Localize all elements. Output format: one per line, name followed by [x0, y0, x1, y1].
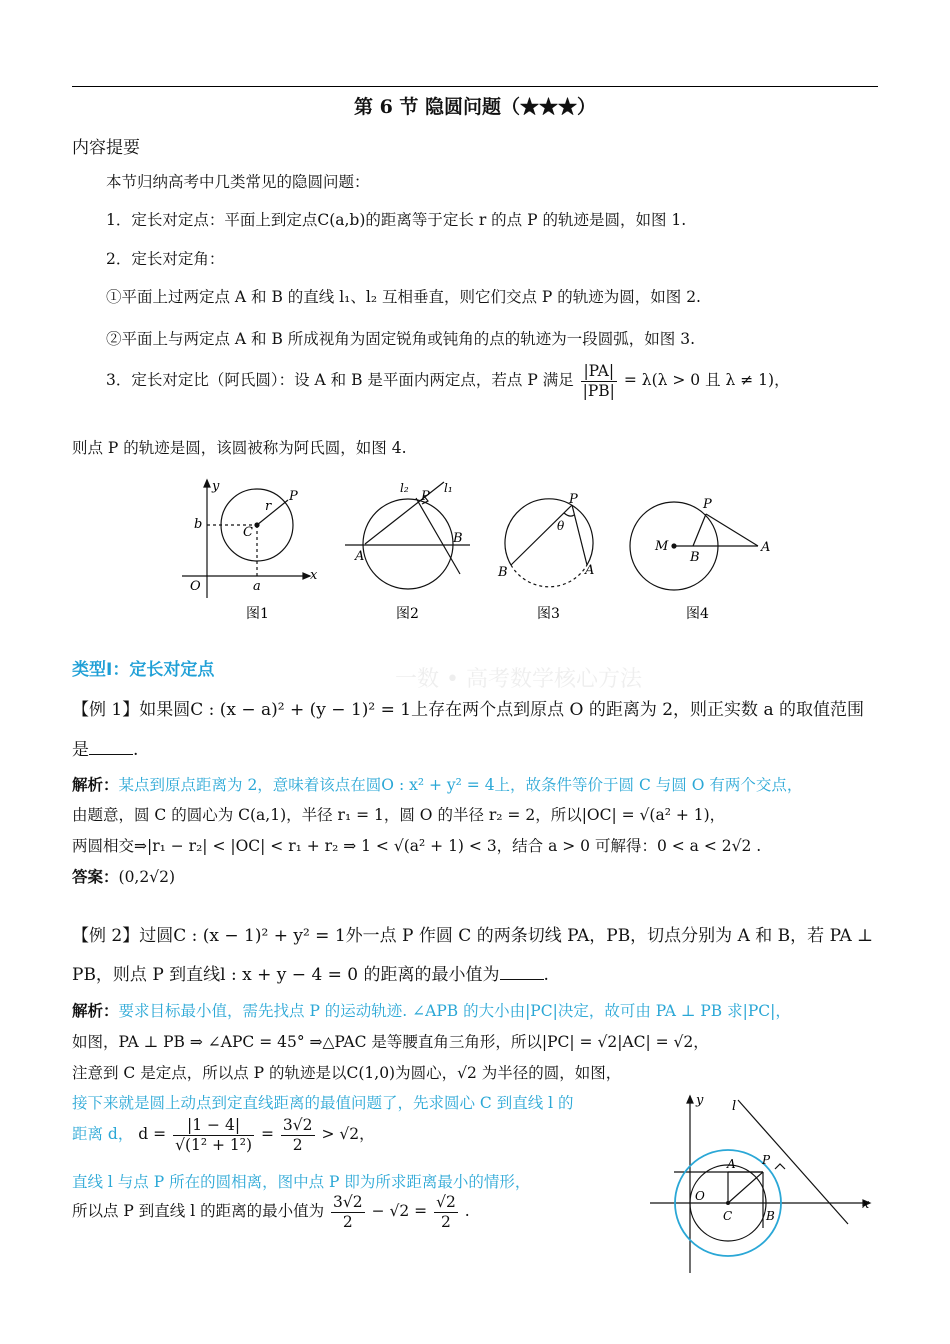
- fig1-origin-label: O: [190, 579, 201, 594]
- fig2-l2-label: l₂: [400, 481, 409, 495]
- type1-heading: 类型Ⅰ：定长对定点: [72, 660, 215, 680]
- example2-sol7-end: .: [464, 1202, 470, 1221]
- answer-blank-2: [500, 979, 544, 980]
- example2-figure: [650, 1088, 890, 1278]
- min-fraction-2: [434, 1193, 458, 1231]
- item3-text: 3．定长对定比（阿氏圆）：设 A 和 B 是平面内两定点，若点 P 满足: [106, 371, 574, 390]
- example1-solution-3: 两圆相交⇒|r₁ − r₂| < |OC| < r₁ + r₂ ⇒ 1 < √(a² + 1) < 3，结合 a > 0 可解得：0 < a < 2√2 .: [72, 837, 762, 855]
- ex2-fig-b-label: B: [766, 1209, 775, 1223]
- min-fraction-2-numerator: √2: [436, 1193, 456, 1211]
- ex2-fig-o-label: O: [695, 1189, 705, 1203]
- fig2-a-label: A: [355, 549, 365, 564]
- figure-4: [630, 502, 758, 590]
- example1-line2-end: .: [133, 740, 139, 760]
- top-rule: [72, 86, 878, 87]
- figure-2: [345, 482, 470, 589]
- fig3-p-label: P: [569, 492, 578, 507]
- fig1-y-label: y: [212, 479, 220, 494]
- ex2-fig-a-label: A: [727, 1157, 736, 1171]
- fig2-l1-label: l₁: [444, 481, 453, 495]
- example2-sol7-mid: − √2 =: [371, 1202, 428, 1221]
- summary-item-3: [106, 362, 790, 400]
- example1-line2-text: 是: [72, 740, 89, 760]
- distance-value-fraction: [281, 1116, 315, 1154]
- example2-solution-3: 注意到 C 是定点，所以点 P 的轨迹是以C(1,0)为圆心，√2 为半径的圆，如图，: [72, 1064, 622, 1082]
- example1-answer: [72, 865, 175, 887]
- summary-heading: 内容提要: [72, 138, 140, 158]
- summary-item-2b: ②平面上与两定点 A 和 B 所成视角为固定锐角或钝角的点的轨迹为一段圆弧，如图 3.: [106, 330, 696, 348]
- figure-3: [505, 499, 593, 587]
- item3-condition: = λ(λ > 0 且 λ ≠ 1)，: [623, 371, 790, 390]
- fig1-radius-label: r: [265, 499, 272, 514]
- ex2-fig-x-label: x: [862, 1197, 870, 1212]
- example2-solution-6: 直线 l 与点 P 所在的圆相离，图中点 P 即为所求距离最小的情形，: [72, 1173, 531, 1191]
- example1-line2: [72, 735, 138, 760]
- fig1-x-label: x: [310, 568, 318, 583]
- fig3-caption: 图3: [537, 606, 560, 622]
- ratio-denominator: |PB|: [582, 381, 615, 400]
- fig4-caption: 图4: [686, 606, 709, 622]
- distance-denominator: √(1² + 1²): [175, 1135, 253, 1154]
- ratio-fraction: [581, 362, 617, 400]
- example2-sol1-text: 要求目标最小值，需先找点 P 的运动轨迹. ∠APB 的大小由|PC|决定，故可由 PA ⊥ PB 求|PC|，: [118, 1002, 791, 1020]
- summary-item-1: 1．定长对定点：平面上到定点C(a,b)的距离等于定长 r 的点 P 的轨迹是圆，如图 1.: [106, 211, 687, 229]
- ex2-fig-y-label: y: [696, 1093, 704, 1108]
- example2-line2-end: .: [543, 965, 549, 985]
- fig3-a-label: A: [585, 563, 595, 578]
- min-fraction-1: [331, 1193, 365, 1231]
- fig3-b-label: B: [498, 565, 508, 580]
- fig1-a-label: a: [253, 579, 261, 594]
- figures-row: [150, 470, 830, 630]
- fig1-caption: 图1: [246, 606, 269, 622]
- example2-solution-7: [72, 1193, 470, 1231]
- fig3-theta-label: θ: [557, 519, 565, 533]
- example2-line2-text: PB，则点 P 到直线l : x + y − 4 = 0 的距离的最小值为: [72, 965, 500, 985]
- example2-sol5-pre: 距离 d，: [72, 1125, 134, 1144]
- solution-label-2: 解析：: [72, 1001, 119, 1020]
- example2-sol5-mid: d =: [138, 1125, 167, 1144]
- answer-blank: [89, 754, 133, 755]
- fig2-p-label: P: [421, 489, 430, 504]
- example2-line2: [72, 960, 549, 985]
- ratio-numerator: |PA|: [581, 362, 617, 382]
- example2-solution-4: 接下来就是圆上动点到定直线距离的最值问题了，先求圆心 C 到直线 l 的: [72, 1094, 574, 1112]
- answer-label: 答案：: [72, 868, 119, 886]
- example1-solution-1: [72, 773, 802, 795]
- summary-item-2a: ①平面上过两定点 A 和 B 的直线 l₁、l₂ 互相垂直，则它们交点 P 的轨迹为圆，如图 2.: [106, 288, 701, 306]
- fig2-caption: 图2: [396, 606, 419, 622]
- solution-label: 解析：: [72, 775, 119, 794]
- page-title: 第 6 节 隐圆问题（★★★）: [353, 96, 597, 118]
- fig1-b-label: b: [194, 517, 203, 532]
- example2-sol5-post: > √2，: [321, 1125, 375, 1144]
- fig4-b-label: B: [690, 550, 700, 565]
- min-fraction-1-numerator: 3√2: [333, 1193, 363, 1211]
- example1-sol1-text: 某点到原点距离为 2，意味着该点在圆O : x² + y² = 4上，故条件等价于圆 C 与圆 O 有两个交点，: [118, 776, 803, 794]
- distance-value-denominator: 2: [292, 1135, 303, 1154]
- ex2-fig-p-label: P: [762, 1153, 771, 1167]
- example2-solution-5: [72, 1116, 375, 1154]
- distance-fraction: [173, 1116, 254, 1154]
- example1-line1: 【例 1】如果圆C : (x − a)² + (y − 1)² = 1上存在两个点到原点 O 的距离为 2，则正实数 a 的取值范围: [72, 700, 864, 720]
- ex2-fig-l-label: l: [732, 1099, 737, 1114]
- example2-solution-2: 如图，PA ⊥ PB ⇒ ∠APC = 45° ⇒△PAC 是等腰直角三角形，所以|PC| = √2|AC| = √2，: [72, 1033, 709, 1051]
- example2-sol7-pre: 所以点 P 到直线 l 的距离的最小值为: [72, 1202, 325, 1221]
- summary-item-3-cont: 则点 P 的轨迹是圆，该圆被称为阿氏圆，如图 4.: [72, 439, 407, 457]
- fig4-p-label: P: [703, 497, 712, 512]
- watermark: 一数 • 高考数学核心方法: [395, 667, 642, 692]
- fig1-center-label: C: [243, 525, 253, 540]
- example2-line1: 【例 2】过圆C : (x − 1)² + y² = 1外一点 P 作圆 C 的两条切线 PA，PB，切点分别为 A 和 B，若 PA ⊥: [72, 926, 874, 946]
- ex2-fig-c-label: C: [723, 1209, 733, 1223]
- fig4-a-label: A: [761, 540, 771, 555]
- fig2-b-label: B: [453, 531, 463, 546]
- example1-solution-2: 由题意，圆 C 的圆心为 C(a,1)，半径 r₁ = 1，圆 O 的半径 r₂ = 2，所以|OC| = √(a² + 1)，: [72, 806, 726, 824]
- fig1-p-label: P: [289, 489, 298, 504]
- distance-numerator: |1 − 4|: [173, 1116, 254, 1136]
- min-fraction-2-denominator: 2: [441, 1212, 451, 1231]
- fig4-m-label: M: [655, 539, 669, 554]
- summary-item-2: 2．定长对定角：: [106, 250, 225, 268]
- answer-value: (0,2√2): [118, 868, 175, 886]
- example2-solution-1: [72, 999, 791, 1021]
- summary-intro: 本节归纳高考中几类常见的隐圆问题：: [106, 173, 370, 191]
- min-fraction-1-denominator: 2: [342, 1212, 353, 1231]
- distance-value-numerator: 3√2: [282, 1116, 313, 1134]
- example2-sol5-eq: =: [260, 1125, 274, 1144]
